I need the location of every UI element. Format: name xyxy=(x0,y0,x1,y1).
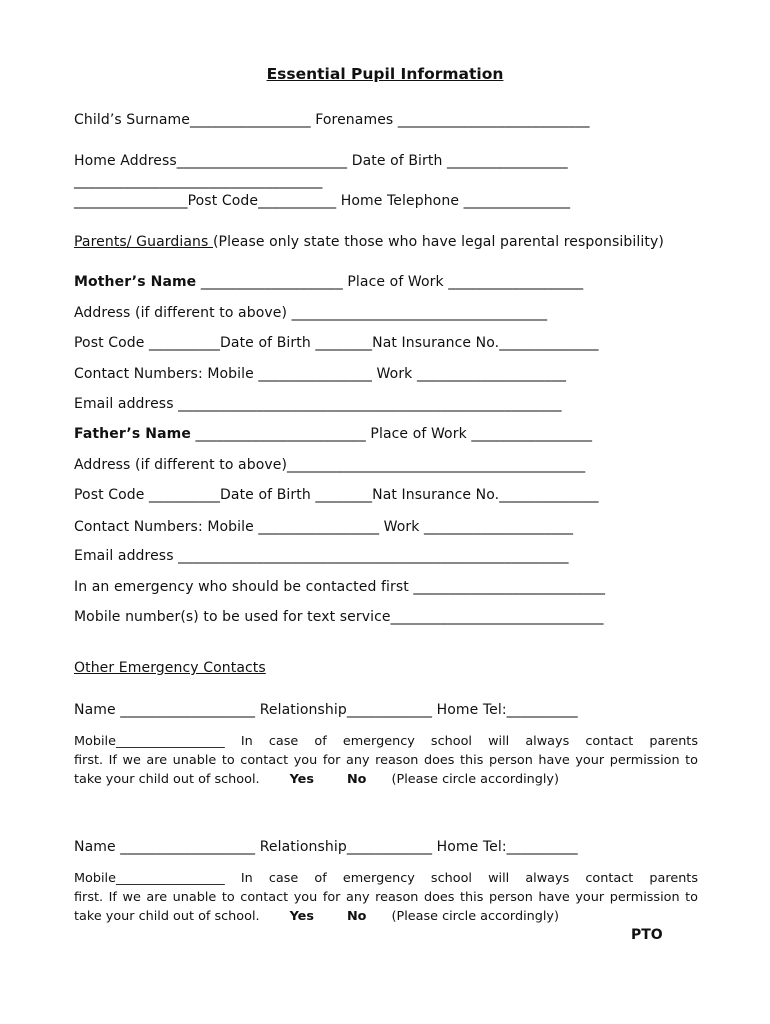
contact-2-mobile-line[interactable]: Mobile_________________ In case of emergency school will always contact parents xyxy=(74,871,698,886)
mother-name-fields[interactable]: ____________________ Place of Work ___________________ xyxy=(196,274,584,290)
home-address-line-2[interactable]: ___________________________________ xyxy=(74,173,323,189)
parents-heading xyxy=(74,234,664,250)
contact-1-circle-note: (Please circle accordingly) xyxy=(391,772,559,787)
father-name-fields[interactable]: ________________________ Place of Work _________________ xyxy=(190,426,593,442)
contact-1-permission-block xyxy=(74,732,698,789)
contact-2-yes-option[interactable]: Yes xyxy=(289,909,314,924)
pto-label: PTO xyxy=(631,927,663,943)
contact-2-circle-note: (Please circle accordingly) xyxy=(391,909,559,924)
contact-1-name-line[interactable]: Name ___________________ Relationship____________ Home Tel:__________ xyxy=(74,702,578,718)
contact-2-no-option[interactable]: No xyxy=(346,909,367,924)
emergency-first-line[interactable]: In an emergency who should be contacted first ___________________________ xyxy=(74,579,606,595)
mobile-text-service-line[interactable]: Mobile number(s) to be used for text service______________________________ xyxy=(74,609,604,625)
contact-2-name-line[interactable]: Name ___________________ Relationship____________ Home Tel:__________ xyxy=(74,839,578,855)
mother-name-label: Mother’s Name xyxy=(74,274,197,290)
contact-1-permission-line: first. If we are unable to contact you for any reason does this person have your permission to xyxy=(74,753,698,768)
contact-2-permission-block xyxy=(74,869,698,926)
mother-name-line[interactable] xyxy=(74,274,583,290)
contact-1-take-out-text: take your child out of school. xyxy=(74,772,260,787)
child-surname-forenames-line[interactable]: Child’s Surname_________________ Forenames ___________________________ xyxy=(74,112,590,128)
contact-2-yes-no-line xyxy=(74,907,698,926)
parents-heading-label: Parents/ Guardians xyxy=(74,234,213,250)
mother-postcode-line[interactable]: Post Code __________Date of Birth ________Nat Insurance No.______________ xyxy=(74,335,599,351)
page-title: Essential Pupil Information xyxy=(266,65,504,83)
parents-heading-note: (Please only state those who have legal parental responsibility) xyxy=(212,234,664,250)
father-name-label: Father’s Name xyxy=(74,426,191,442)
postcode-telephone-line[interactable]: ________________Post Code___________ Home Telephone _______________ xyxy=(74,193,571,209)
contact-1-yes-option[interactable]: Yes xyxy=(289,772,314,787)
mother-email-line[interactable]: Email address ______________________________________________________ xyxy=(74,396,562,412)
father-email-line[interactable]: Email address _______________________________________________________ xyxy=(74,548,569,564)
father-contact-line[interactable]: Contact Numbers: Mobile _________________ Work _____________________ xyxy=(74,519,574,535)
contact-2-permission-line: first. If we are unable to contact you for any reason does this person have your permission to xyxy=(74,890,698,905)
contact-2-take-out-text: take your child out of school. xyxy=(74,909,260,924)
mother-contact-line[interactable]: Contact Numbers: Mobile ________________ Work _____________________ xyxy=(74,366,567,382)
other-contacts-heading: Other Emergency Contacts xyxy=(74,660,266,676)
home-address-line[interactable]: Home Address________________________ Date of Birth _________________ xyxy=(74,153,568,169)
contact-1-no-option[interactable]: No xyxy=(346,772,367,787)
mother-address-line[interactable]: Address (if different to above) ____________________________________ xyxy=(74,305,548,321)
father-address-line[interactable]: Address (if different to above)__________________________________________ xyxy=(74,457,586,473)
father-postcode-line[interactable]: Post Code __________Date of Birth ________Nat Insurance No.______________ xyxy=(74,487,599,503)
father-name-line[interactable] xyxy=(74,426,592,442)
contact-1-mobile-line[interactable]: Mobile_________________ In case of emergency school will always contact parents xyxy=(74,734,698,749)
contact-1-yes-no-line xyxy=(74,770,698,789)
